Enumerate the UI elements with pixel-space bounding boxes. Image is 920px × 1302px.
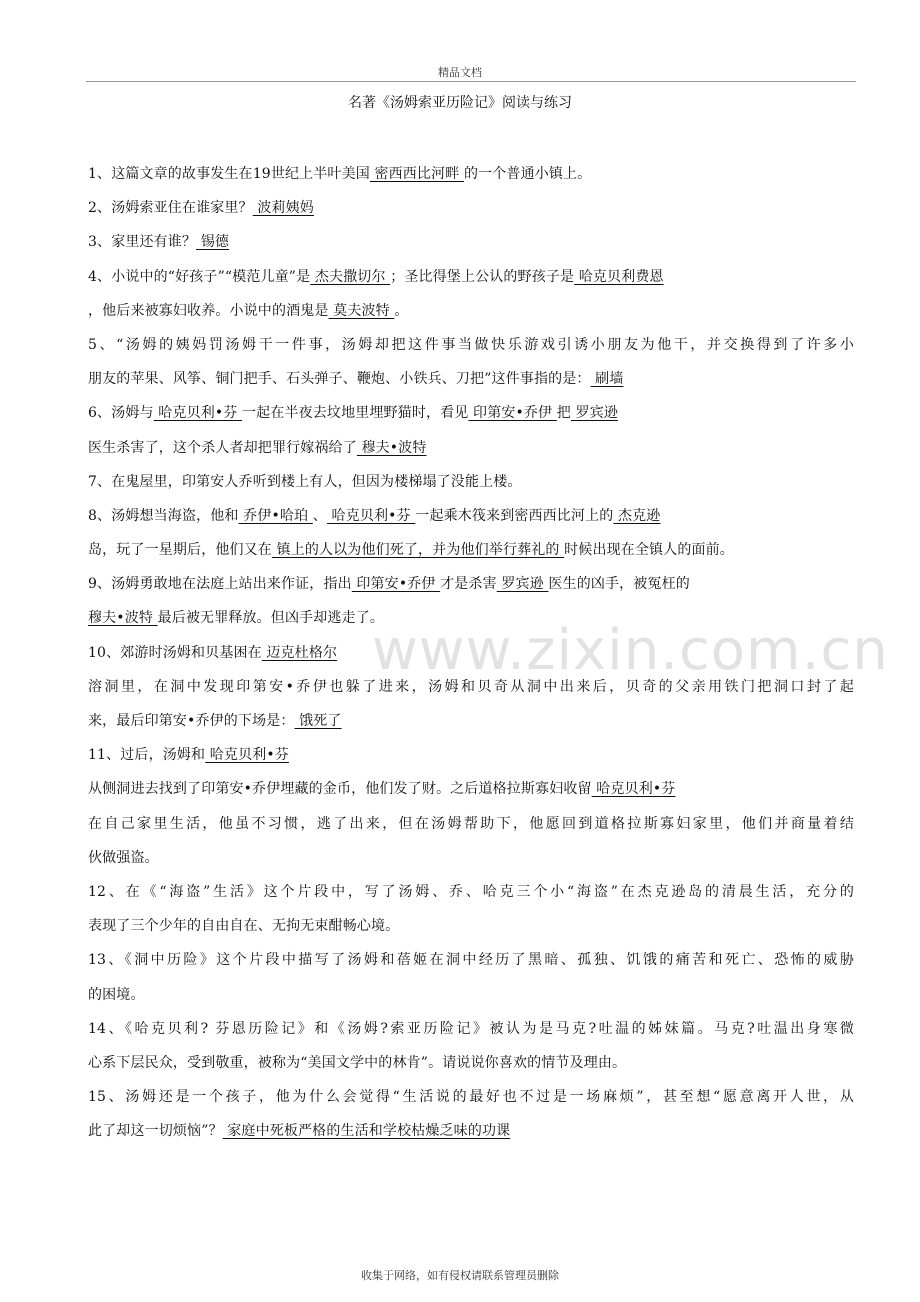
line-text: 。 <box>394 302 409 319</box>
answer-blank: 刷墙 <box>590 371 624 388</box>
line-text: 岛，玩了一星期后，他们又在 <box>88 542 272 559</box>
line-text: 伙做强盗。 <box>88 849 159 866</box>
line-text: 11、过后，汤姆和 <box>88 747 206 764</box>
line-text: 5、“汤姆的姨妈罚汤姆干一件事，汤姆却把这件事当做快乐游戏引诱小朋友为他干，并交换得到了许多小 <box>88 336 854 353</box>
answer-blank: 罗宾逊 <box>496 576 549 593</box>
document-title: 名著《汤姆索亚历险记》阅读与练习 <box>348 95 572 111</box>
answer-blank: 波莉姨妈 <box>252 200 314 217</box>
text-line <box>88 1046 854 1080</box>
text-line <box>88 978 854 1012</box>
line-text: 一起在半夜去坟地里埋野猫时，看见 <box>242 405 469 422</box>
answer-blank: 穆夫•波特 <box>88 610 158 627</box>
header-divider <box>86 81 856 82</box>
line-text: 12、在《“海盗”生活》这个片段中，写了汤姆、乔、哈克三个小“海盗”在杰克逊岛的清晨生活，充分的 <box>88 883 854 900</box>
text-line <box>88 909 854 943</box>
text-line <box>88 362 854 396</box>
page-footer: 收集于网络，如有侵权请联系管理员删除 <box>361 1269 559 1282</box>
line-text: 时候出现在全镇人的面前。 <box>564 542 734 559</box>
text-line <box>88 601 854 635</box>
question-list <box>88 157 854 1148</box>
line-text: 的一个普通小镇上。 <box>463 166 592 182</box>
text-line <box>88 1114 854 1148</box>
line-text: 13、《洞中历险》这个片段中描写了汤姆和蓓姬在洞中经历了黑暗、孤独、饥饿的痛苦和死亡、恐怖的威胁 <box>88 952 854 969</box>
answer-blank: 哈克贝利费恩 <box>574 268 664 285</box>
line-text: 一起乘木筏来到密西西比河上的 <box>415 507 614 524</box>
line-text: 朋友的苹果、风筝、铜门把手、石头弹子、鞭炮、小铁兵、刀把”这件事指的是： <box>88 371 591 388</box>
answer-blank: 哈克贝利•芬 <box>326 507 416 524</box>
line-text: 15、汤姆还是一个孩子，他为什么会觉得“生活说的最好也不过是一场麻烦”，甚至想“愿意离开人世，从 <box>88 1089 854 1106</box>
line-text: 心系下层民众，受到敬重，被称为“美国文学中的林肯”。请说说你喜欢的情节及理由。 <box>88 1054 627 1071</box>
line-text: 2、汤姆索亚住在谁家里？ <box>88 200 253 217</box>
text-line <box>88 841 854 875</box>
text-line <box>88 738 854 772</box>
text-line <box>88 1012 854 1046</box>
line-text: 1、这篇文章的故事发生在19世纪上半叶美国 <box>88 166 370 182</box>
line-text: ；圣比得堡上公认的野孩子是 <box>390 268 575 285</box>
text-line <box>88 807 854 841</box>
line-text: 医生杀害了，这个杀人者却把罪行嫁祸给了 <box>88 439 357 456</box>
text-line <box>88 396 854 430</box>
answer-blank: 穆夫•波特 <box>356 439 427 456</box>
answer-blank: 家庭中死板严格的生活和学校枯燥乏味的功课 <box>222 1123 511 1140</box>
text-line <box>88 260 854 294</box>
line-text: 7、在鬼屋里，印第安人乔听到楼上有人，但因为楼梯塌了没能上楼。 <box>88 473 522 490</box>
answer-blank: 迈克杜格尔 <box>261 644 338 661</box>
text-line <box>88 328 854 362</box>
answer-blank: 杰夫撒切尔 <box>310 268 391 285</box>
line-text: 来，最后印第安•乔伊的下场是： <box>88 713 295 729</box>
answer-blank: 印第安•乔伊 <box>351 576 441 593</box>
answer-blank: 密西西比河畔 <box>369 166 464 182</box>
line-text: 的困境。 <box>88 986 145 1003</box>
answer-blank: 莫夫波特 <box>328 302 395 319</box>
text-line <box>88 943 854 977</box>
answer-blank: 印第安•乔伊 <box>468 405 557 422</box>
line-text: 4、小说中的“好孩子”“模范儿童”是 <box>88 268 311 285</box>
text-line <box>88 294 854 328</box>
text-line <box>88 670 854 704</box>
text-line <box>88 1080 854 1114</box>
line-text: 把 <box>556 405 571 422</box>
text-line <box>88 431 854 465</box>
watermark-text: www.zixin.com.cn <box>372 618 889 683</box>
answer-blank: 杰克逊 <box>613 507 661 524</box>
line-text: 6、汤姆与 <box>88 405 154 422</box>
line-text: 10、郊游时汤姆和贝基困在 <box>88 644 262 661</box>
line-text: 在自己家里生活，他虽不习惯，逃了出来，但在汤姆帮助下，他愿回到道格拉斯寡妇家里，他们并商量着结 <box>88 815 854 832</box>
text-line <box>88 875 854 909</box>
answer-blank: 镇上的人以为他们死了，并为他们举行葬礼的 <box>271 542 565 559</box>
answer-blank: 乔伊•哈珀 <box>238 507 313 524</box>
text-line <box>88 157 854 191</box>
line-text: 最后被无罪释放。但凶手却逃走了。 <box>157 610 385 627</box>
answer-blank: 哈克贝利•芬 <box>153 405 243 422</box>
line-text: 8、汤姆想当海盗，他和 <box>88 507 239 524</box>
line-text: 表现了三个少年的自由自在、无拘无束酣畅心境。 <box>88 918 400 935</box>
line-text: 医生的凶手，被冤枉的 <box>548 576 690 593</box>
line-text: 3、家里还有谁？ <box>88 234 197 251</box>
text-line <box>88 704 854 738</box>
answer-blank: 哈克贝利•芬 <box>591 781 676 798</box>
text-line <box>88 636 854 670</box>
text-line <box>88 567 854 601</box>
answer-blank: 锡德 <box>196 234 230 251</box>
text-line <box>88 225 854 259</box>
answer-blank: 哈克贝利•芬 <box>205 747 289 764</box>
answer-blank: 饿死了 <box>294 713 342 729</box>
line-text: 才是杀害 <box>440 576 497 593</box>
text-line <box>88 191 854 225</box>
line-text: 此了却这一切烦恼”？ <box>88 1123 223 1140</box>
line-text: 、 <box>312 507 327 524</box>
line-text: 溶洞里，在洞中发现印第安•乔伊也躲了进来，汤姆和贝奇从洞中出来后，贝奇的父亲用铁门把洞口封了起 <box>88 678 854 695</box>
line-text: 从侧洞进去找到了印第安•乔伊埋藏的金币，他们发了财。之后道格拉斯寡妇收留 <box>88 781 592 798</box>
line-text: 9、汤姆勇敢地在法庭上站出来作证，指出 <box>88 576 352 593</box>
text-line <box>88 533 854 567</box>
page-header-label: 精品文档 <box>438 66 482 79</box>
text-line <box>88 499 854 533</box>
text-line <box>88 772 854 806</box>
line-text: 14、《哈克贝利? 芬恩历险记》和《汤姆?索亚历险记》被认为是马克?吐温的姊妹篇。马克?吐温出身寒微 <box>88 1020 854 1037</box>
answer-blank: 罗宾逊 <box>570 405 619 422</box>
text-line <box>88 465 854 499</box>
line-text: ，他后来被寡妇收养。小说中的酒鬼是 <box>88 302 329 319</box>
